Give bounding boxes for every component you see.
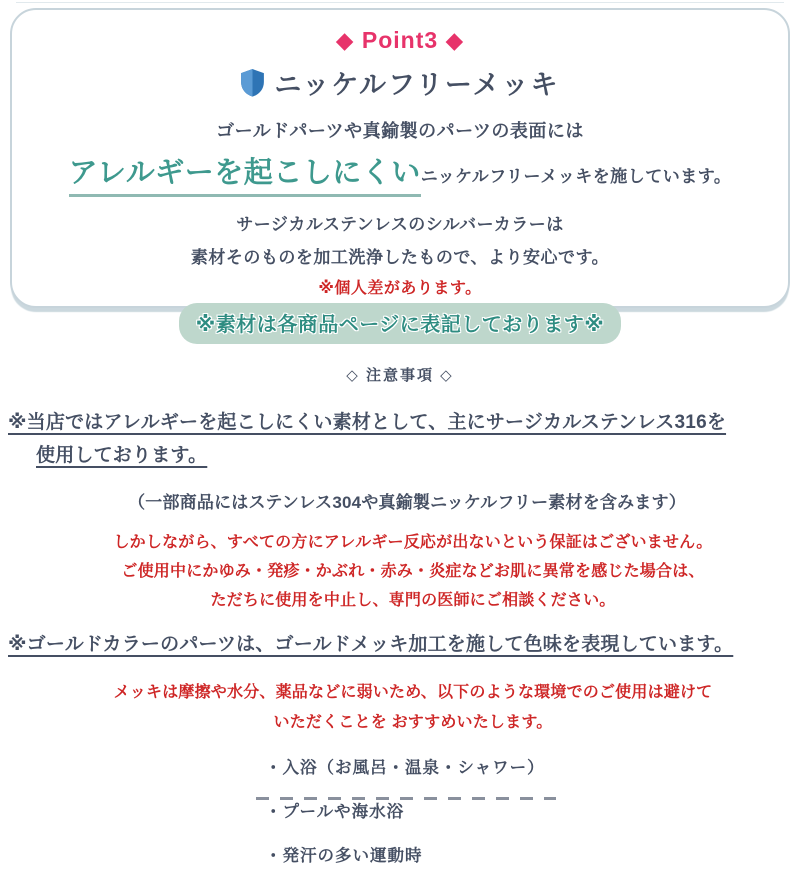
avoid-environment-list	[0, 751, 800, 873]
allergy-warning-text	[0, 528, 800, 615]
card-text-line4: 素材そのものを加工洗浄したもので、より安心です。	[190, 248, 610, 267]
list-item-pool: ・プールや海水浴	[265, 803, 405, 821]
allergy-warning-line3: ただちに使用を中止し、専門の医師にご相談ください。	[210, 592, 616, 609]
shield-icon	[240, 68, 265, 97]
highlight-rest-text: ニッケルフリーメッキを施しています。	[420, 167, 732, 186]
list-item-sweat: ・発汗の多い運動時	[265, 847, 423, 865]
card-highlight-row	[12, 150, 788, 197]
point3-label: ◆ Point3 ◆	[335, 27, 465, 53]
notice-item-1	[0, 406, 800, 472]
allergy-warning-line1: しかしながら、すべての方にアレルギー反応が出ないという保証はございません。	[113, 534, 713, 551]
card-title: ニッケルフリーメッキ	[274, 70, 560, 100]
list-item-bathing: ・入浴（お風呂・温泉・シャワー）	[265, 759, 545, 777]
notice-item-1-line2: 使用しております。	[36, 445, 208, 466]
card-text-line1: ゴールドパーツや真鍮製のパーツの表面には	[216, 121, 584, 141]
notice-item-1-line1: ※当店ではアレルギーを起こしにくい素材として、主にサージカルステンレス316を	[8, 412, 727, 433]
plating-warning-line2: いただくことを おすすめいたします。	[273, 714, 553, 731]
allergy-warning-line2: ご使用中にかゆみ・発疹・かぶれ・赤み・炎症などお肌に異常を感じた場合は、	[121, 563, 705, 580]
material-note-pill: ※素材は各商品ページに表記しております※	[179, 303, 622, 344]
point3-card	[10, 8, 790, 336]
paren-note: （一部商品にはステンレス304や真鍮製ニッケルフリー素材を含みます）	[128, 493, 686, 512]
notice-item-2-text: ※ゴールドカラーのパーツは、ゴールドメッキ加工を施して色味を表現しています。	[8, 634, 734, 655]
highlight-text: アレルギーを起こしにくい	[69, 150, 421, 197]
card-title-row	[12, 63, 788, 102]
plating-warning-text	[0, 678, 800, 738]
clipped-text-line	[256, 797, 556, 800]
notice-item-2	[0, 628, 800, 661]
plating-warning-line1: メッキは摩擦や水分、薬品などに弱いため、以下のような環境でのご使用は避けて	[113, 684, 713, 701]
page-divider	[16, 2, 784, 3]
card-red-note: ※個人差があります。	[318, 280, 482, 297]
notice-heading: ◇ 注意事項 ◇	[346, 367, 454, 384]
card-text-line3: サージカルステンレスのシルバーカラーは	[236, 215, 564, 234]
